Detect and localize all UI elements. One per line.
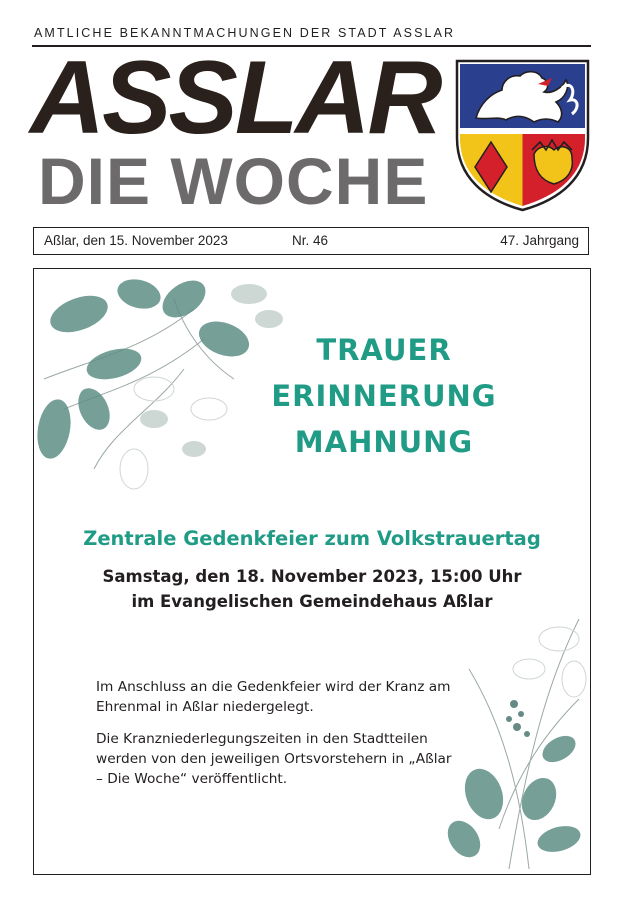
headline-line-3: MAHNUNG — [294, 425, 474, 459]
issue-info-bar — [33, 227, 589, 255]
newspaper-title: ASSLAR — [30, 40, 440, 156]
masthead-kicker: AMTLICHE BEKANNTMACHUNGEN DER STADT ASSLAR — [34, 26, 456, 40]
coat-of-arms-icon — [454, 58, 591, 212]
headline-line-1: TRAUER — [316, 333, 452, 367]
event-location: im Evangelischen Gemeindehaus Aßlar — [131, 592, 493, 611]
newspaper-subtitle: DIE WOCHE — [38, 144, 429, 218]
event-title: Zentrale Gedenkfeier zum Volkstrauertag — [83, 527, 541, 550]
issue-date: Aßlar, den 15. November 2023 — [44, 233, 228, 248]
issue-volume: 47. Jahrgang — [500, 233, 579, 248]
issue-number: Nr. 46 — [292, 233, 329, 248]
event-date: Samstag, den 18. November 2023, 15:00 Uhr — [102, 567, 522, 586]
body-paragraph-2: Die Kranzniederlegungszeiten in den Stadtteilen werden von den jeweiligen Ortsvorstehern in „Aßlar – Die Woche“ veröffentlicht. — [96, 731, 452, 787]
headline-line-2: ERINNERUNG — [271, 379, 497, 413]
feature-box — [33, 268, 591, 875]
body-paragraph-1: Im Anschluss an die Gedenkfeier wird der Kranz am Ehrenmal in Aßlar niedergelegt. — [96, 679, 451, 715]
